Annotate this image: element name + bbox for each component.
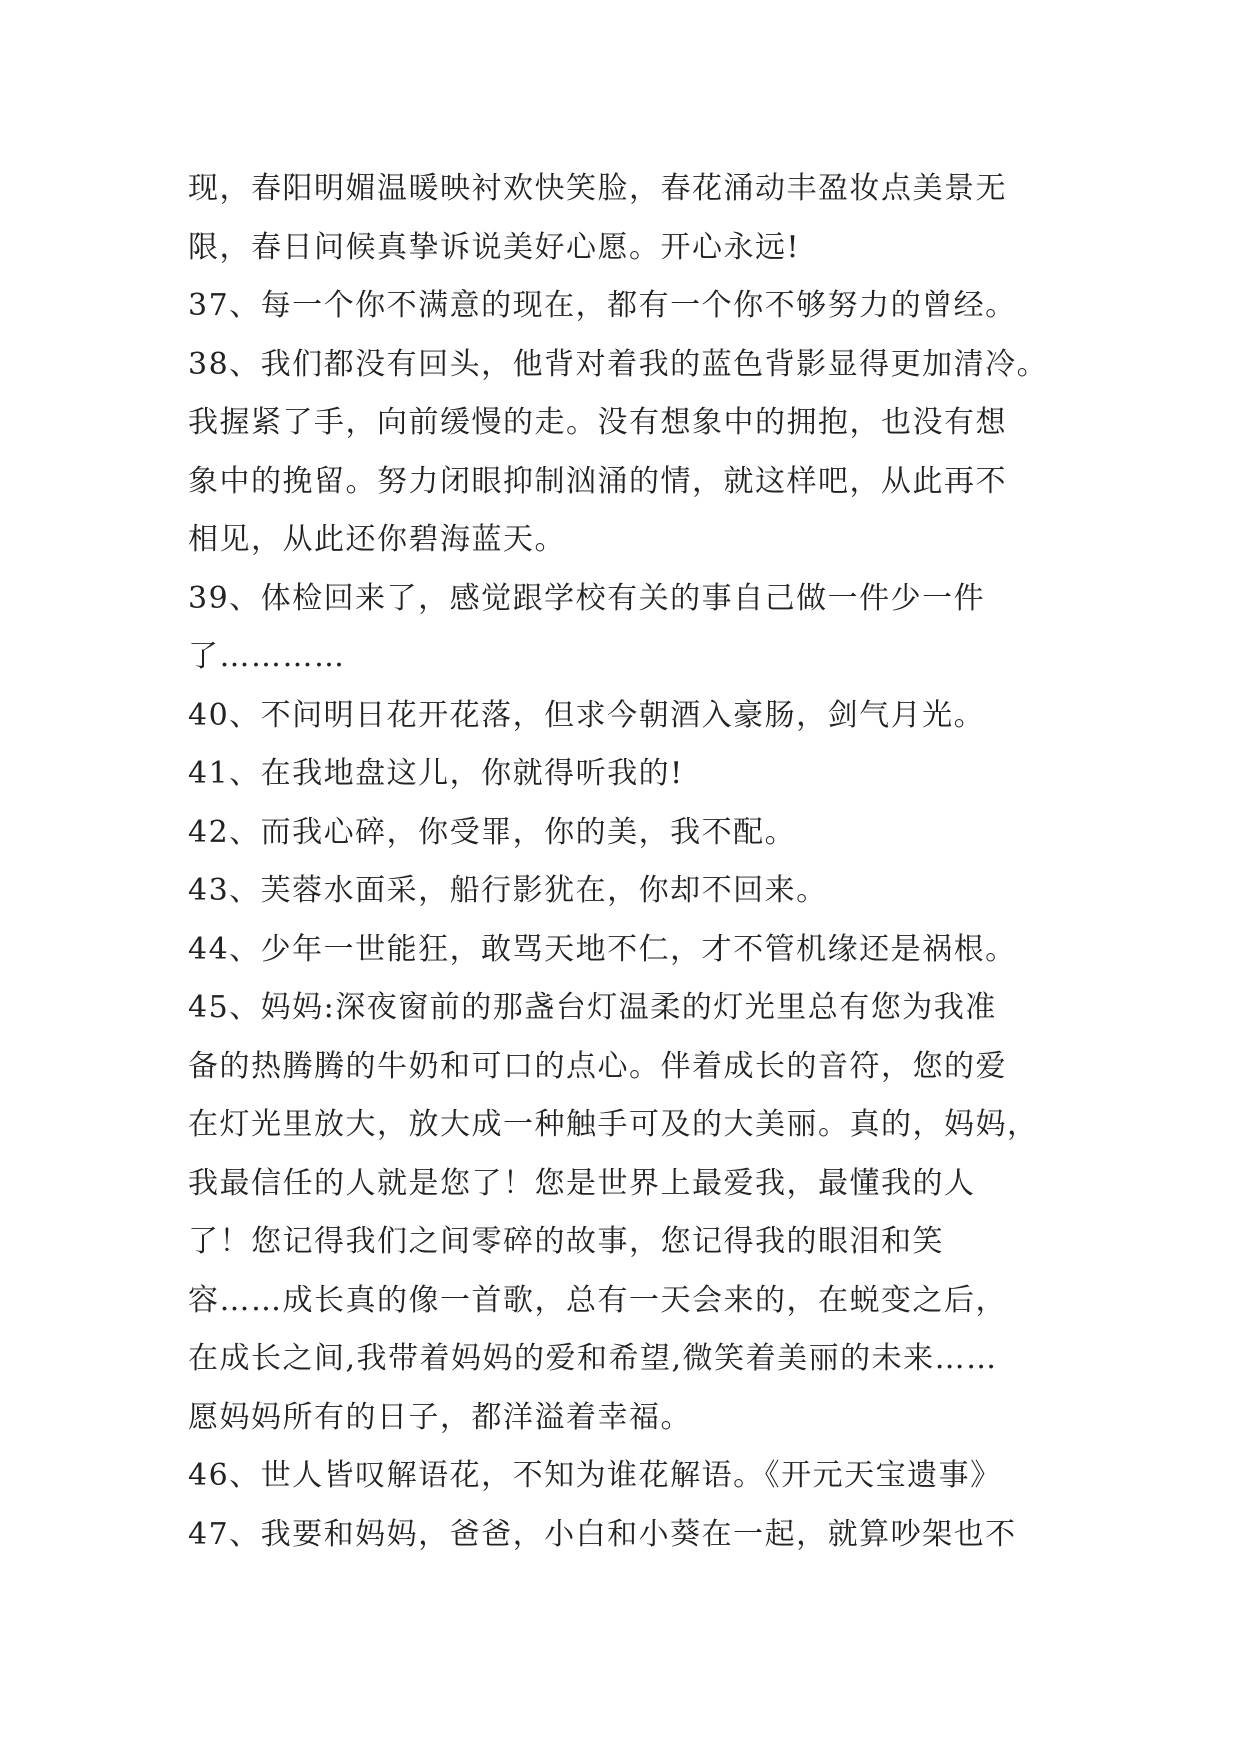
text-line: 44、少年一世能狂，敢骂天地不仁，才不管机缘还是祸根。 (188, 931, 1017, 967)
text-line: 37、每一个你不满意的现在，都有一个你不够努力的曾经。 (188, 288, 1017, 323)
text-line: 容……成长真的像一首歌，总有一天会来的，在蜕变之后， (188, 1282, 1007, 1318)
text-line: 了！您记得我们之间零碎的故事，您记得我的眼泪和笑 (188, 1224, 944, 1259)
text-line: 在灯光里放大，放大成一种触手可及的大美丽。真的，妈妈， (188, 1107, 1039, 1142)
text-line: 45、妈妈:深夜窗前的那盏台灯温柔的灯光里总有您为我准 (188, 990, 997, 1025)
text-line: 象中的挽留。努力闭眼抑制汹涌的情，就这样吧，从此再不 (188, 463, 1007, 499)
text-line: 在成长之间,我带着妈妈的爱和希望,微笑着美丽的未来…… (188, 1341, 998, 1376)
text-line: 现，春阳明媚温暖映衬欢快笑脸，春花涌动丰盈妆点美景无 (188, 171, 1007, 206)
text-line: 43、芙蓉水面采，船行影犹在，你却不回来。 (188, 873, 828, 908)
text-line: 47、我要和妈妈，爸爸，小白和小葵在一起，就算吵架也不 (188, 1516, 1017, 1552)
text-line: 41、在我地盘这儿，你就得听我的! (188, 756, 684, 791)
document-body (188, 160, 1088, 1564)
text-line: 了………… (188, 639, 346, 674)
text-line: 愿妈妈所有的日子，都洋溢着幸福。 (188, 1399, 692, 1435)
text-line: 相见，从此还你碧海蓝天。 (188, 522, 566, 557)
text-line: 40、不问明日花开花落，但求今朝酒入豪肠，剑气月光。 (188, 697, 986, 733)
text-line: 38、我们都没有回头，他背对着我的蓝色背影显得更加清冷。 (188, 346, 1049, 382)
text-line: 限，春日问候真挚诉说美好心愿。开心永远! (188, 229, 801, 265)
text-line: 我握紧了手，向前缓慢的走。没有想象中的拥抱，也没有想 (188, 405, 1007, 440)
text-line: 备的热腾腾的牛奶和可口的点心。伴着成长的音符，您的爱 (188, 1048, 1007, 1084)
text-line: 我最信任的人就是您了！您是世界上最爱我，最懂我的人 (188, 1165, 976, 1201)
text-line: 39、体检回来了，感觉跟学校有关的事自己做一件少一件 (188, 580, 986, 616)
text-line: 42、而我心碎，你受罪，你的美，我不配。 (188, 814, 797, 850)
text-line: 46、世人皆叹解语花，不知为谁花解语。《开元天宝遗事》 (188, 1458, 1002, 1493)
